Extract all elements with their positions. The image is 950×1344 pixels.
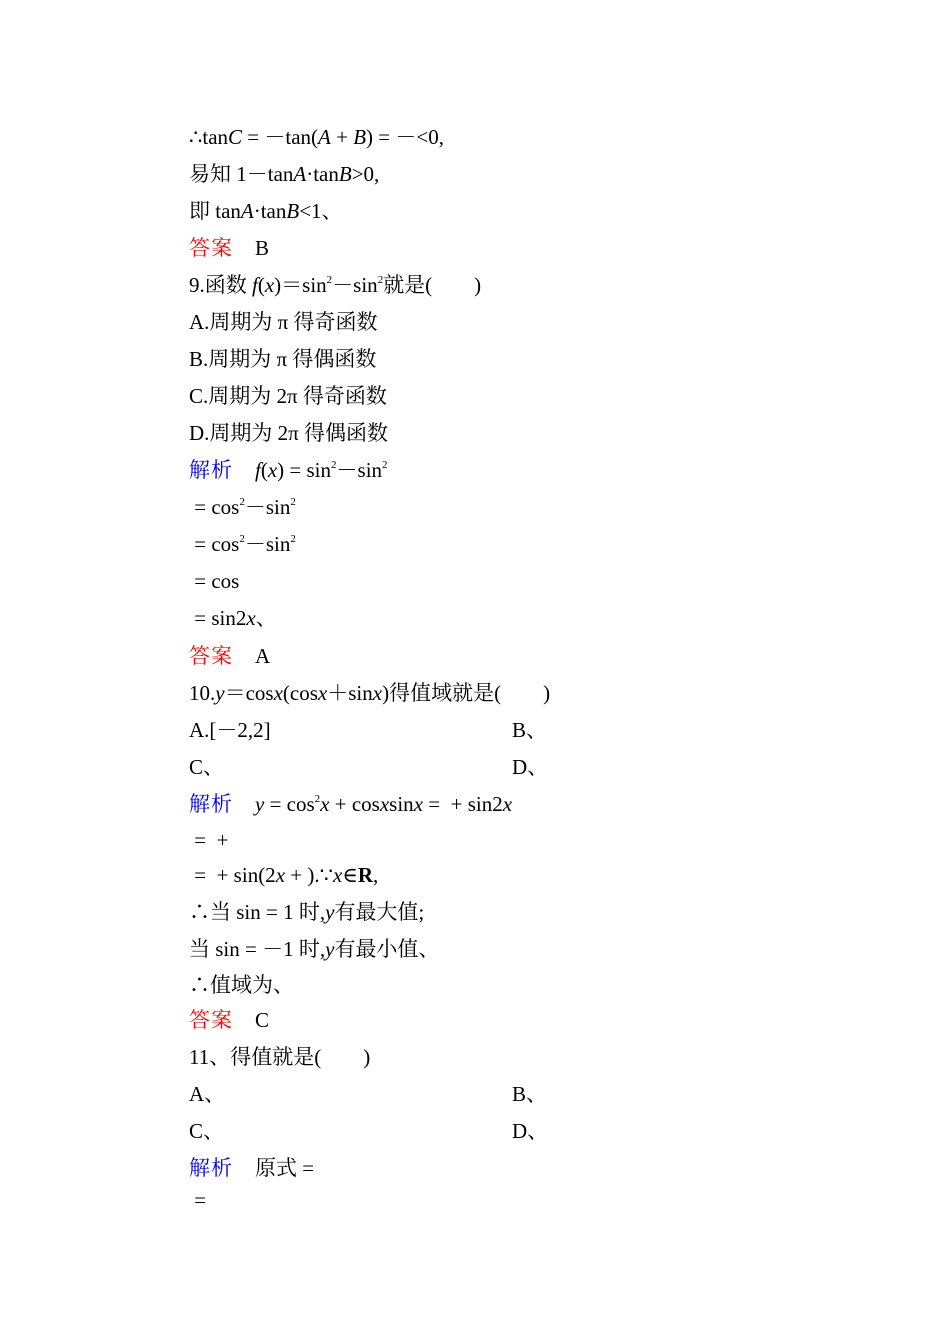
- analysis-label: 解析: [189, 458, 233, 482]
- q9-option-b: B.周期为 π 得偶函数: [189, 347, 377, 371]
- q9-option-d: D.周期为 2π 得偶函数: [189, 421, 389, 445]
- q11-option-c: C、: [189, 1119, 225, 1143]
- q8-line-1: ∴tanC = －tan(A + B) = －<0,: [189, 125, 444, 149]
- q9-option-a: A.周期为 π 得奇函数: [189, 310, 378, 334]
- q10-solution-6: ∴值域为、: [189, 973, 294, 997]
- q11-option-a: A、: [189, 1082, 226, 1106]
- q11-option-d: D、: [512, 1119, 549, 1143]
- q10-solution-1: 解析 $y = \cos^2x$ + cosxsinx = + sin2x: [189, 792, 513, 816]
- q9-solution-3: = $\cos^2-\sin^2$: [189, 532, 296, 556]
- q10-option-a: A.[－2,2]: [189, 718, 271, 742]
- analysis-label: 解析: [189, 1156, 233, 1180]
- answer-label: 答案: [189, 644, 233, 668]
- q10-option-d: D、: [512, 755, 549, 779]
- q11-solution-1: 解析 原式 =: [189, 1156, 320, 1180]
- q10-stem: 10.y＝cosx(cosx＋sinx)得值域就是( ): [189, 681, 551, 705]
- q11-solution-2: =: [189, 1188, 212, 1212]
- q9-option-c: C.周期为 2π 得奇函数: [189, 384, 387, 408]
- q10-option-b: B、: [512, 718, 548, 742]
- q9-solution-5: = sin2x、: [189, 606, 277, 630]
- q9-solution-1: 解析 $f(x) = \sin^2-\sin^2$: [189, 458, 388, 482]
- q10-solution-2: = +: [189, 828, 234, 852]
- q10-solution-5: 当 sin = －1 时,y有最小值、: [189, 937, 440, 961]
- q11-stem: 11、得值就是( ): [189, 1045, 371, 1069]
- q10-solution-3: = + sin(2x + ).∵x∈R,: [189, 863, 379, 887]
- q8-answer: 答案 B: [189, 236, 270, 260]
- q9-stem: 9.函数 $f(x)=\sin^2-\sin^2$就是( ): [189, 273, 482, 297]
- q8-line-2: 易知 1－tanA·tanB>0,: [189, 162, 380, 186]
- q9-answer: 答案 A: [189, 644, 271, 668]
- q10-option-c: C、: [189, 755, 225, 779]
- q8-line-3: 即 tanA·tanB<1、: [189, 199, 343, 223]
- q10-answer: 答案 C: [189, 1008, 270, 1032]
- q9-solution-2: = $\cos^2-\sin^2$: [189, 495, 296, 519]
- q11-option-b: B、: [512, 1082, 548, 1106]
- q10-solution-4: ∴当 sin = 1 时,y有最大值;: [189, 900, 425, 924]
- answer-label: 答案: [189, 236, 233, 260]
- q9-solution-4: = cos: [189, 569, 240, 593]
- answer-label: 答案: [189, 1008, 233, 1032]
- analysis-label: 解析: [189, 792, 233, 816]
